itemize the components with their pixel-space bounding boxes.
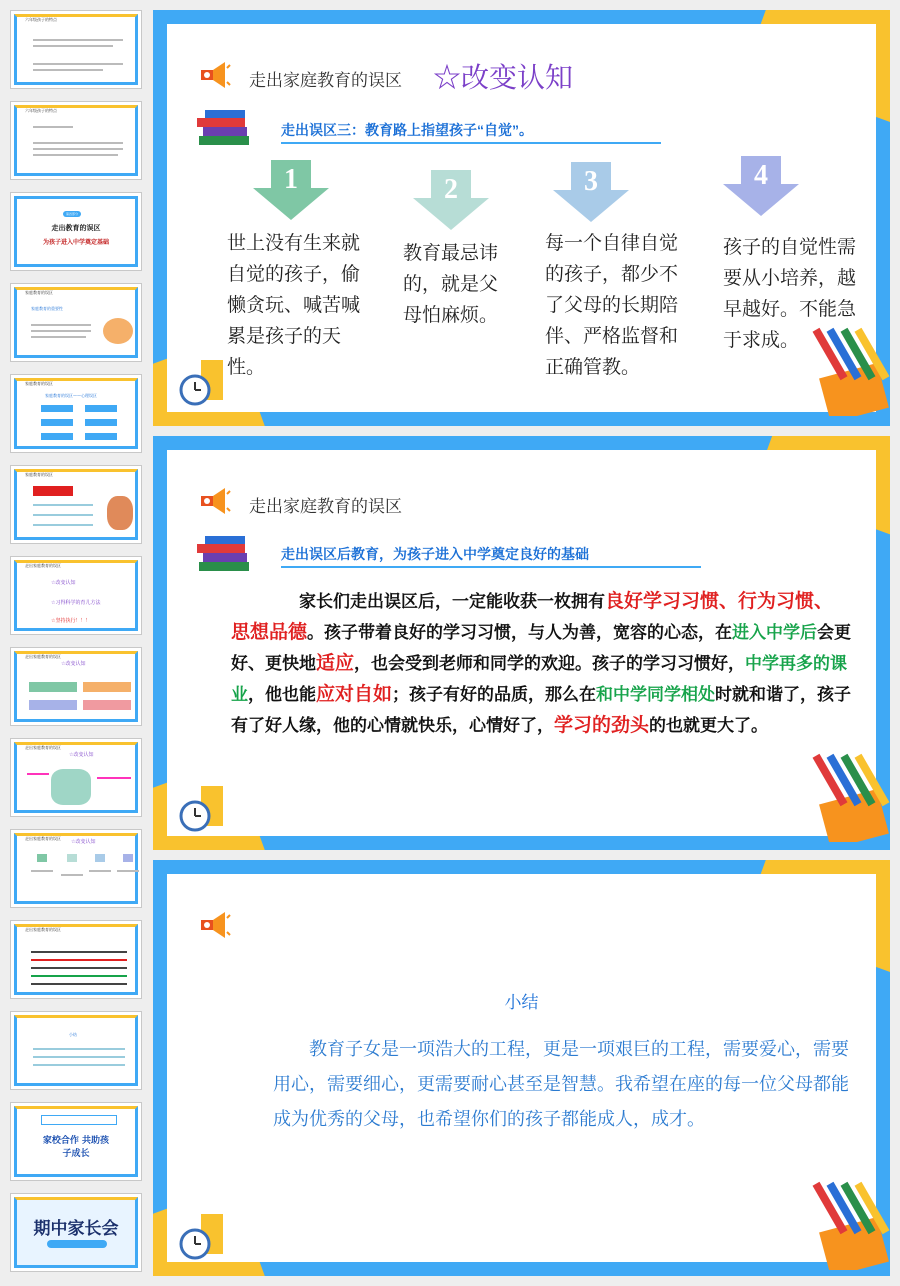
change-cognition-badge: ☆改变认知 (433, 62, 574, 93)
thumbnail-title: 期中家长会 (33, 1219, 119, 1238)
thumbnail-2[interactable] (10, 101, 142, 180)
paragraph-segment: ，也会受到老师和同学的欢迎。孩子的学习习惯好， (354, 654, 746, 673)
thumbnail-13[interactable] (10, 1102, 142, 1181)
megaphone-icon (197, 60, 231, 90)
thumbnail-label: 家庭教育的误区 (25, 472, 53, 477)
slide-panel (167, 874, 876, 1262)
thumbnail-item: ☆改变认知 (51, 580, 76, 586)
paragraph-segment: ，他也能 (248, 685, 316, 704)
thumbnail-11[interactable] (10, 920, 142, 999)
pencils-icon (810, 752, 890, 842)
thumbnail-label: 走出家庭教育的误区 (25, 927, 61, 932)
thumbnail-label: 走出家庭教育的误区 (25, 563, 61, 568)
clock-icon (177, 354, 229, 410)
subheading-underline (281, 142, 661, 144)
thumbnail-label: 家庭教育的误区 (25, 381, 53, 386)
paragraph-segment: 家长们走出误区后，一定能收获一枚拥有 (299, 592, 605, 611)
step-number: 3 (584, 166, 598, 197)
thumbnail-7[interactable] (10, 556, 142, 635)
step-number: 2 (444, 174, 458, 205)
thumbnail-5[interactable] (10, 374, 142, 453)
paragraph-segment: 进入中学后 (732, 623, 818, 642)
step-4-text: 孩子的自觉性需要从小培养，越早越好。不能急于求成。 (723, 237, 857, 351)
paragraph-segment: 的也就更大了。 (649, 716, 769, 735)
thumbnail-item: ☆坚持执行！！！ (51, 618, 91, 624)
thumbnail-6[interactable] (10, 465, 142, 544)
thumbnail-label: 六年级孩子的特点 (25, 108, 57, 113)
slide-panel (167, 24, 876, 412)
thumbnail-label: 小结 (69, 1032, 77, 1037)
thumbnail-label: 走出家庭教育的误区 (25, 654, 61, 659)
thumbnail-title: 走出教育的误区 (51, 224, 101, 232)
thumbnail-label: 第四部分 (63, 211, 81, 217)
thumbnail-badge: ☆改变认知 (71, 839, 96, 845)
step-number: 1 (284, 164, 298, 195)
slide-1 (153, 10, 890, 426)
paragraph-segment: 时就和谐了，孩子有了好人缘，他的心情就快乐，心情好了， (231, 685, 852, 735)
step-1-text: 世上没有生来就自觉的孩子，偷懒贪玩、喊苦喊累是孩子的天性。 (227, 233, 361, 378)
thumbnail-badge: ☆改变认知 (61, 661, 86, 667)
slide-2 (153, 436, 890, 850)
paragraph-segment: ；孩子有好的品质，那么在 (392, 685, 597, 704)
paragraph-segment: 学习的劲头 (554, 715, 650, 736)
paragraph-segment: 会更好、更快地 (231, 623, 852, 673)
paragraph-segment: 应对自如 (316, 684, 393, 705)
thumbnail-label: 家庭教育的误区 (25, 290, 53, 295)
thumbnail-10[interactable] (10, 829, 142, 908)
step-2-text: 教育最忌讳的，就是父母怕麻烦。 (403, 243, 499, 326)
thumbnail-title: 家庭教育的误区——心理误区 (45, 393, 97, 398)
paragraph-segment: 中学再多的课业 (231, 654, 848, 704)
thumbnail-9[interactable] (10, 738, 142, 817)
thumbnail-label: 走出家庭教育的误区 (25, 745, 61, 750)
slide-thumbnail-panel (0, 0, 152, 1286)
step-number: 4 (754, 160, 768, 191)
summary-body: 教育子女是一项浩大的工程，更是一项艰巨的工程，需要爱心，需要用心，需要细心，更需要耐心甚至是智慧。我希望在座的每一位父母都能成为优秀的父母，也希望你们的孩子都能成人，成才。 (273, 1039, 849, 1129)
thumbnail-3[interactable] (10, 192, 142, 271)
thumbnail-item: ☆习得科学的育儿方法 (51, 600, 101, 606)
books-icon (195, 532, 253, 574)
clock-icon (177, 780, 229, 836)
thumbnail-14[interactable] (10, 1193, 142, 1272)
thumbnail-title: 家校合作 共助孩子成长 (42, 1136, 110, 1159)
thumbnail-subtitle: 为孩子进入中学奠定基础 (42, 239, 109, 246)
step-arrow-4 (723, 156, 799, 216)
thumbnail-8[interactable] (10, 647, 142, 726)
step-arrow-1 (253, 160, 329, 220)
section-subheading: 走出误区三：教育路上指望孩子“自觉”。 (281, 122, 533, 138)
step-arrow-2 (413, 170, 489, 230)
slide-panel (167, 450, 876, 836)
paragraph-segment: 和中学同学相处 (596, 685, 716, 704)
thumbnail-badge: ☆改变认知 (69, 752, 94, 758)
summary-paragraph (231, 586, 851, 741)
slide-title: 走出家庭教育的误区 (249, 497, 402, 516)
books-icon (195, 106, 253, 148)
pencils-icon (810, 326, 890, 416)
slide-title: 走出家庭教育的误区 (249, 71, 402, 90)
paragraph-segment: 。孩子带着良好的学习习惯，与人为善，宽容的心态，在 (307, 623, 733, 642)
paragraph-segment: 良好学习习惯、行为习惯、思想品德 (231, 591, 834, 643)
thumbnail-title: 家庭教育的重要性 (31, 306, 63, 311)
step-arrow-3 (553, 162, 629, 222)
summary-title: 小结 (504, 993, 539, 1012)
slide-3 (153, 860, 890, 1276)
thumbnail-label: 走出家庭教育的误区 (25, 836, 61, 841)
step-3-text: 每一个自律自觉的孩子，都少不了父母的长期陪伴、严格监督和正确管教。 (545, 233, 679, 378)
paragraph-segment: 适应 (316, 653, 355, 674)
subheading-underline (281, 566, 701, 568)
thumbnail-12[interactable] (10, 1011, 142, 1090)
thumbnail-4[interactable] (10, 283, 142, 362)
megaphone-icon (197, 910, 231, 940)
thumbnail-label: 六年级孩子的特点 (25, 17, 57, 22)
thumbnail-1[interactable] (10, 10, 142, 89)
pencils-icon (810, 1180, 890, 1270)
megaphone-icon (197, 486, 231, 516)
clock-icon (177, 1208, 229, 1264)
section-subheading: 走出误区后教育，为孩子进入中学奠定良好的基础 (281, 546, 589, 562)
